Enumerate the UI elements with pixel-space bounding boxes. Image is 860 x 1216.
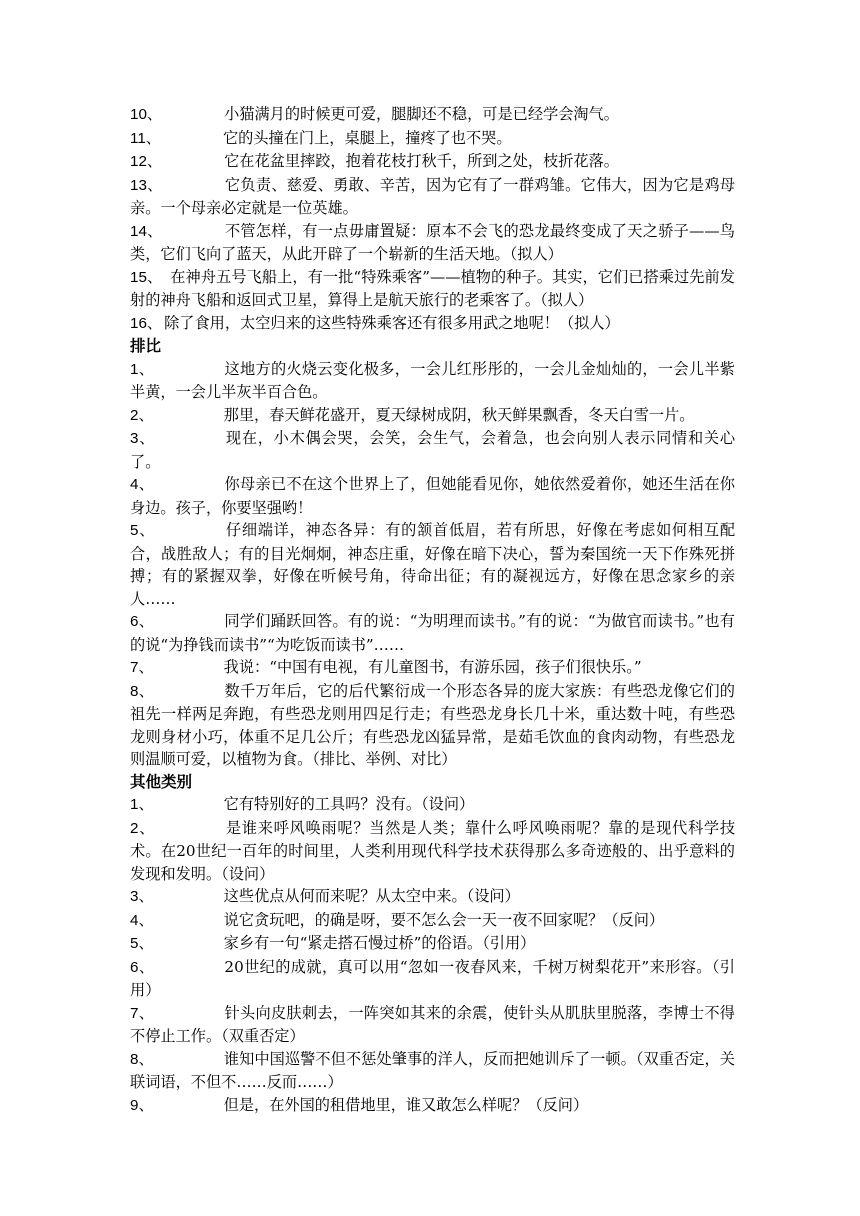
section-heading: 其他类别	[130, 772, 193, 791]
item-number: 4、	[130, 911, 154, 929]
item-number: 2、	[130, 819, 156, 837]
sentence-item	[130, 358, 735, 404]
item-text: 但是，在外国的租借地里，谁又敢怎么样呢？（反问）	[223, 1095, 589, 1114]
item-text: 它在花盆里摔跤，抱着花枝打秋千，所到之处，枝折花落。	[224, 152, 619, 170]
sentence-item	[130, 1048, 735, 1094]
item-number: 5、	[130, 522, 156, 539]
item-number: 6、	[130, 613, 155, 630]
item-number: 7、	[130, 1004, 155, 1022]
item-number: 15、	[130, 268, 163, 286]
item-number: 1、	[130, 360, 155, 378]
item-text: 是谁来呼风唤雨呢？当然是人类；靠什么呼风唤雨呢？靠的是现代科学技术。在20世纪一百年的时间里，人类利用现代科学技术获得那么多奇迹般的、出乎意料的发现和发明。（设问）	[130, 818, 736, 883]
item-text: 仔细端详，神态各异：有的颔首低眉，若有所思，好像在考虑如何相互配合，战胜敌人；有的目光炯炯，神态庄重，好像在暗下决心，誓为秦国统一天下作殊死拼搏；有的紧握双拳，好像在听候号角，待命出征；有的凝视远方，好像在思念家乡的亲人……	[130, 521, 736, 608]
sentence-item	[130, 312, 735, 336]
item-number: 1、	[130, 796, 154, 813]
sentence-item	[130, 473, 735, 519]
item-text: 我说：“中国有电视，有儿童图书，有游乐园，孩子们很快乐。”	[223, 658, 642, 676]
sentence-item	[130, 610, 735, 656]
item-number: 12、	[130, 153, 163, 170]
item-text: 这些优点从何而来呢？从太空中来。（设问）	[223, 887, 520, 905]
item-number: 5、	[130, 935, 154, 952]
sentence-item	[130, 909, 735, 933]
item-number: 3、	[130, 430, 156, 447]
sentence-item	[130, 1002, 735, 1048]
sentence-item	[130, 427, 735, 473]
item-text: 数千万年后，它的后代繁衍成一个形态各异的庞大家族：有些恐龙像它们的祖先一样两足奔跑，有些恐龙则用四足行走；有些恐龙身长几十米，重达数十吨，有些恐龙则身材小巧，体重不足几公斤；有些恐龙凶猛异常，是茹毛饮血的食肉动物，有些恐龙则温顺可爱，以植物为食。（排比、举例、对比）	[130, 681, 735, 768]
item-number: 8、	[130, 1050, 154, 1068]
item-number: 14、	[130, 222, 163, 240]
item-number: 3、	[130, 888, 154, 905]
sentence-item	[130, 932, 735, 956]
sentence-item	[130, 127, 735, 151]
sentence-item	[130, 404, 735, 428]
sentence-item	[130, 220, 735, 266]
item-text: 20世纪的成就，真可以用“忽如一夜春风来，千树万树梨花开”来形容。（引用）	[130, 957, 735, 999]
item-text: 它负责、慈爱、勇敢、辛苦，因为它有了一群鸡雏。它伟大，因为它是鸡母亲。一个母亲必定就是一位英雄。	[130, 175, 735, 217]
sentence-item	[130, 174, 735, 220]
sentence-item	[130, 150, 735, 174]
item-text: 谁知中国巡警不但不惩处肇事的洋人，反而把她训斥了一顿。（双重否定，关联词语，不但不……反而……）	[130, 1049, 735, 1091]
item-text: 它有特别好的工具吗？没有。（设问）	[223, 795, 475, 813]
item-text: 你母亲已不在这个世界上了，但她能看见你，她依然爱着你，她还生活在你身边。孩子，你要坚强哟！	[130, 475, 735, 517]
sentence-item	[130, 680, 735, 771]
item-number: 9、	[130, 1096, 154, 1114]
item-number: 10、	[130, 106, 163, 123]
sentence-item	[130, 103, 735, 127]
item-text: 那里，春天鲜花盛开，夏天绿树成阴，秋天鲜果飘香，冬天白雪一片。	[223, 405, 695, 424]
sentence-item	[130, 1094, 735, 1118]
sentence-item	[130, 266, 735, 312]
item-number: 4、	[130, 476, 155, 493]
item-text: 现在，小木偶会哭，会笑，会生气，会着急，也会向别人表示同情和关心了。	[130, 429, 736, 471]
item-number: 2、	[130, 406, 154, 424]
item-number: 16、	[130, 314, 163, 332]
item-number: 13、	[130, 176, 163, 194]
sentence-item	[130, 519, 735, 610]
item-text: 这地方的火烧云变化极多，一会儿红彤彤的，一会儿金灿灿的，一会儿半紫半黄，一会儿半灰半百合色。	[130, 359, 735, 401]
sentence-item	[130, 656, 735, 680]
sentence-item	[130, 885, 735, 909]
item-text: 说它贪玩吧，的确是呀，要不怎么会一天一夜不回家呢？（反问）	[223, 910, 665, 929]
item-text: 针头向皮肤刺去，一阵突如其来的余震，使针头从肌肤里脱落，李博士不得不停止工作。（双重否定）	[130, 1003, 735, 1045]
sentence-item	[130, 956, 735, 1002]
item-text: 除了食用，太空归来的这些特殊乘客还有很多用武之地呢！（拟人）	[164, 313, 620, 332]
item-text: 在神舟五号飞船上，有一批“特殊乘客”——植物的种子。其实，它们已搭乘过先前发射的神舟飞船和返回式卫星，算得上是航天旅行的老乘客了。（拟人）	[130, 267, 735, 309]
document-body	[130, 103, 735, 1117]
item-number: 6、	[130, 958, 155, 976]
sentence-item	[130, 817, 735, 886]
item-text: 小猫满月的时候更可爱，腿脚还不稳，可是已经学会淘气。	[224, 105, 619, 123]
item-text: 不管怎样，有一点毋庸置疑：原本不会飞的恐龙最终变成了天之骄子——鸟类，它们飞向了蓝天，从此开辟了一个崭新的生活天地。（拟人）	[130, 221, 735, 263]
item-number: 8、	[130, 682, 155, 700]
section-heading: 排比	[130, 337, 162, 355]
item-number: 7、	[130, 659, 154, 676]
item-text: 同学们踊跃回答。有的说：“为明理而读书。”有的说：“为做官而读书。”也有的说“为挣钱而读书”“为吃饭而读书”……	[130, 612, 735, 654]
item-text: 它的头撞在门上，桌腿上，撞疼了也不哭。	[222, 128, 512, 147]
item-number: 11、	[130, 129, 161, 147]
sentence-item	[130, 793, 735, 817]
item-text: 家乡有一句“紧走搭石慢过桥”的俗语。（引用）	[223, 934, 536, 952]
